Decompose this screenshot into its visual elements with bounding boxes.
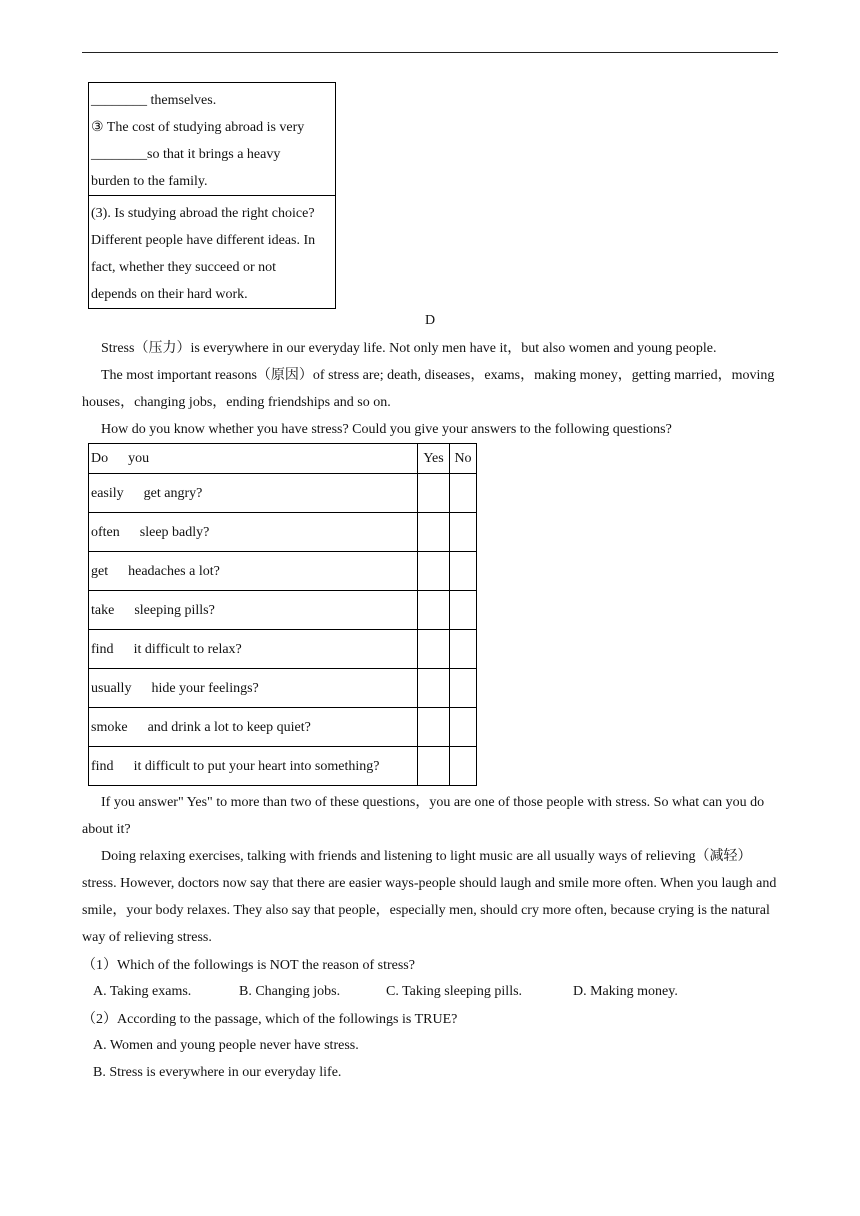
question-2: （2）According to the passage, which of the followings is TRUE?	[82, 1012, 458, 1027]
table-row	[89, 669, 477, 708]
table-row	[89, 513, 477, 552]
no-checkbox-cell[interactable]	[450, 552, 477, 591]
table-row	[89, 591, 477, 630]
yes-checkbox-cell[interactable]	[418, 591, 450, 630]
header-cell	[89, 444, 418, 474]
paragraph-1: Stress（压力）is everywhere in our everyday life. Not only men have it，but also women and young people.	[101, 341, 717, 356]
stress-questions-table	[88, 443, 477, 786]
text-line: ③ The cost of studying abroad is very	[91, 120, 305, 135]
text-line: ________ themselves.	[91, 93, 217, 108]
table-row	[89, 708, 477, 747]
top-table-cell	[89, 83, 336, 196]
question-verb: get	[91, 563, 109, 579]
question-rest: sleeping pills?	[134, 602, 215, 618]
top-table-row	[89, 196, 336, 309]
q2-option-b[interactable]: B. Stress is everywhere in our everyday life.	[93, 1065, 342, 1080]
question-rest: it difficult to relax?	[133, 641, 242, 657]
table-row	[89, 747, 477, 786]
question-cell	[89, 552, 418, 591]
question-verb: take	[91, 602, 115, 618]
question-1: （1）Which of the followings is NOT the reason of stress?	[82, 958, 415, 973]
q1-option-c[interactable]: C. Taking sleeping pills.	[386, 984, 523, 999]
question-verb: often	[91, 524, 120, 540]
paragraph-5: Doing relaxing exercises, talking with friends and listening to light music are all usually ways of relieving（减轻）stress. However, doctors now say that there are easier ways-people should laugh and smile more often. When you laugh and smile，your body relaxes. They also say that people，especially men, should cry more often, because crying is the natural way of relieving stress.	[82, 849, 777, 945]
yes-checkbox-cell[interactable]	[418, 552, 450, 591]
top-table	[88, 82, 336, 309]
text-line: Different people have different ideas. In	[91, 233, 316, 248]
question-rest: sleep badly?	[139, 524, 210, 540]
header-you: you	[128, 451, 150, 466]
yes-checkbox-cell[interactable]	[418, 474, 450, 513]
text-line: ________so that it brings a heavy	[91, 147, 281, 162]
no-checkbox-cell[interactable]	[450, 474, 477, 513]
no-checkbox-cell[interactable]	[450, 513, 477, 552]
paragraph-2: The most important reasons（原因）of stress are; death, diseases，exams，making money，getting married，moving houses，changing jobs，ending friendships and so on.	[82, 368, 775, 410]
table-header-row	[89, 444, 477, 474]
section-heading: D	[424, 313, 436, 328]
question-rest: it difficult to put your heart into something?	[133, 758, 380, 774]
text-line: (3). Is studying abroad the right choice?	[91, 206, 315, 221]
no-checkbox-cell[interactable]	[450, 630, 477, 669]
question-cell	[89, 630, 418, 669]
yes-checkbox-cell[interactable]	[418, 513, 450, 552]
yes-checkbox-cell[interactable]	[418, 708, 450, 747]
text-line: depends on their hard work.	[91, 287, 248, 302]
q2-option-a[interactable]: A. Women and young people never have stress.	[93, 1038, 359, 1053]
question-cell	[89, 513, 418, 552]
paragraph-3: How do you know whether you have stress? Could you give your answers to the following questions?	[101, 422, 672, 437]
question-rest: headaches a lot?	[128, 563, 220, 579]
table-row	[89, 630, 477, 669]
q1-option-d[interactable]: D. Making money.	[573, 984, 678, 999]
top-table-row	[89, 83, 336, 196]
question-rest: hide your feelings?	[151, 680, 259, 696]
question-verb: find	[91, 758, 114, 774]
question-rest: and drink a lot to keep quiet?	[147, 719, 311, 735]
question-1-options	[93, 981, 678, 1003]
header-yes: Yes	[418, 444, 450, 474]
text-line: fact, whether they succeed or not	[91, 260, 277, 275]
question-cell	[89, 747, 418, 786]
question-verb: usually	[91, 680, 132, 696]
yes-checkbox-cell[interactable]	[418, 630, 450, 669]
text-line: burden to the family.	[91, 174, 208, 189]
question-rest: get angry?	[143, 485, 203, 501]
top-table-cell	[89, 196, 336, 309]
question-cell	[89, 669, 418, 708]
no-checkbox-cell[interactable]	[450, 591, 477, 630]
question-cell	[89, 708, 418, 747]
yes-checkbox-cell[interactable]	[418, 669, 450, 708]
question-cell	[89, 591, 418, 630]
header-rule	[82, 52, 778, 53]
q1-option-b[interactable]: B. Changing jobs.	[239, 984, 341, 999]
yes-checkbox-cell[interactable]	[418, 747, 450, 786]
no-checkbox-cell[interactable]	[450, 747, 477, 786]
table-row	[89, 474, 477, 513]
header-no: No	[450, 444, 477, 474]
table-row	[89, 552, 477, 591]
question-verb: find	[91, 641, 114, 657]
no-checkbox-cell[interactable]	[450, 708, 477, 747]
question-verb: smoke	[91, 719, 128, 735]
paragraph-4: If you answer" Yes" to more than two of these questions，you are one of those people with stress. So what can you do about it?	[82, 795, 765, 837]
no-checkbox-cell[interactable]	[450, 669, 477, 708]
q1-option-a[interactable]: A. Taking exams.	[93, 984, 192, 999]
question-verb: easily	[91, 485, 124, 501]
header-do: Do	[91, 451, 109, 466]
question-cell	[89, 474, 418, 513]
